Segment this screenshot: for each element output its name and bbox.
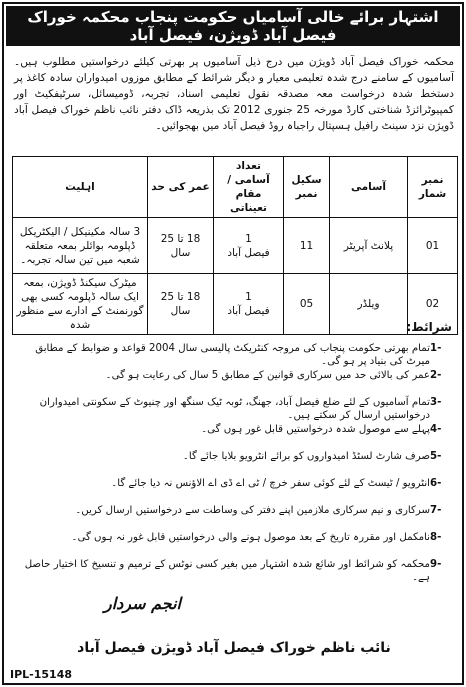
condition-item (14, 477, 454, 504)
cell-qualification: میٹرک سیکنڈ ڈویژن، بمعہ ایک سالہ ڈپلومہ کسی بھی گورنمنٹ کے ادارے سے منظور شدہ (13, 274, 148, 335)
condition-item (14, 531, 454, 558)
condition-number: 1- (430, 343, 442, 354)
condition-item (14, 342, 454, 369)
condition-text: صرف شارٹ لسٹڈ امیدواروں کو برائے انٹرویو بلایا جائے گا۔ (182, 451, 430, 462)
condition-text: سرکاری و نیم سرکاری ملازمین اپنے دفتر کی وساطت سے درخواستیں ارسال کریں۔ (75, 505, 430, 516)
condition-item (14, 423, 454, 450)
header-age: عمر کی حد (148, 157, 214, 218)
condition-number: 8- (430, 532, 442, 543)
header-count: تعداد آسامی / مقام تعیناتی (214, 157, 284, 218)
table-row (13, 274, 458, 335)
place-value: فیصل آباد (227, 246, 270, 259)
signatory-name: انجم سردار (104, 594, 181, 613)
ad-title-banner: اشتہار برائے خالی آسامیاں حکومت پنجاب محکمہ خوراک فیصل آباد ڈویژن، فیصل آباد (6, 6, 460, 46)
reference-number: IPL-15148 (10, 668, 72, 681)
cell-count (214, 218, 284, 274)
cell-count (214, 274, 284, 335)
cell-scale: 11 (284, 218, 330, 274)
condition-item (14, 558, 454, 585)
cell-scale: 05 (284, 274, 330, 335)
condition-text: پہلے سے موصول شدہ درخواستیں قابل غور ہوں گی۔ (201, 424, 430, 435)
condition-item (14, 504, 454, 531)
condition-number: 4- (430, 424, 442, 435)
condition-number: 9- (430, 559, 442, 570)
cell-post: پلانٹ آپریٹر (330, 218, 408, 274)
conditions-title: شرائط: (406, 320, 452, 334)
condition-item (14, 450, 454, 477)
condition-text: انٹرویو / ٹیسٹ کے لئے کوئی سفر خرچ / ٹی اے ڈی اے الاؤنس نہ دیا جائے گا۔ (111, 478, 430, 489)
condition-item (14, 396, 454, 423)
condition-number: 2- (430, 370, 442, 381)
condition-number: 3- (430, 397, 442, 408)
conditions-list (14, 342, 454, 586)
cell-qualification: 3 سالہ مکینیکل / الیکٹریکل ڈپلومہ بوائلر بمعہ متعلقہ شعبہ میں تین سالہ تجربہ۔ (13, 218, 148, 274)
intro-paragraph: محکمہ خوراک فیصل آباد ڈویژن میں درج ذیل آسامیوں پر بھرتی کیلئے درخواستیں مطلوب ہیں۔ آسامیوں کے سامنے درج شدہ تعلیمی معیار و دیگر شرائط کے مطابق موزوں امیدواران سادہ کاغذ پر دستخط شدہ درخواست معہ مصدقہ نقول تعلیمی اسناد، تجربہ، ڈومیسائل، سرٹیفکیٹ اور کمپیوٹرائزڈ شناختی کارڈ مورخہ 25 جنوری 2012 تک بذریعہ ڈاک دفتر نائب ناظم خوراک فیصل آباد ڈویژن نزد سینٹ رافیل ہسپتال راجباہ روڈ فیصل آباد میں بھجوائیں۔ (14, 56, 454, 132)
cell-sr: 01 (408, 218, 458, 274)
header-scale: سکیل نمبر (284, 157, 330, 218)
condition-text: عمر کی بالائی حد میں سرکاری قوانین کے مطابق 5 سال کی رعایت ہو گی۔ (105, 370, 430, 381)
cell-post: ویلڈر (330, 274, 408, 335)
header-sr: نمبر شمار (408, 157, 458, 218)
table-header-row (13, 157, 458, 218)
vacancies-table (12, 156, 458, 335)
place-value: فیصل آباد (227, 305, 270, 317)
count-value: 1 (245, 232, 252, 245)
condition-text: محکمہ کو شرائط اور شائع شدہ اشتہار میں بغیر کسی نوٹس کے ترمیم و تنسیخ کا اختیار حاصل ہے۔ (24, 559, 430, 583)
table-row (13, 218, 458, 274)
advertisement-page (2, 2, 464, 685)
condition-item (14, 369, 454, 396)
condition-text: نامکمل اور مقررہ تاریخ کے بعد موصول ہونے والی درخواستیں قابل غور نہ ہوں گی۔ (71, 532, 430, 543)
condition-number: 5- (430, 451, 442, 462)
cell-age: 18 تا 25 سال (148, 218, 214, 274)
condition-number: 7- (430, 505, 442, 516)
header-post: آسامی (330, 157, 408, 218)
condition-number: 6- (430, 478, 442, 489)
condition-text: تمام آسامیوں کے لئے ضلع فیصل آباد، جھنگ، ٹوبہ ٹیک سنگھ اور چنیوٹ کے سکونتی امیدواران درخواستیں ارسال کر سکتے ہیں۔ (39, 397, 430, 421)
cell-sr: 02 (408, 274, 458, 335)
cell-age: 18 تا 25 سال (148, 274, 214, 335)
count-value: 1 (245, 291, 252, 303)
condition-text: تمام بھرتی حکومت پنجاب کی مروجہ کنٹریکٹ پالیسی سال 2004 قواعد و ضوابط کے مطابق میرٹ کی بنیاد پر ہو گی۔ (35, 343, 430, 367)
signatory-designation: نائب ناظم خوراک فیصل آباد ڈویژن فیصل آباد (77, 640, 391, 656)
header-qualification: اہلیت (13, 157, 148, 218)
